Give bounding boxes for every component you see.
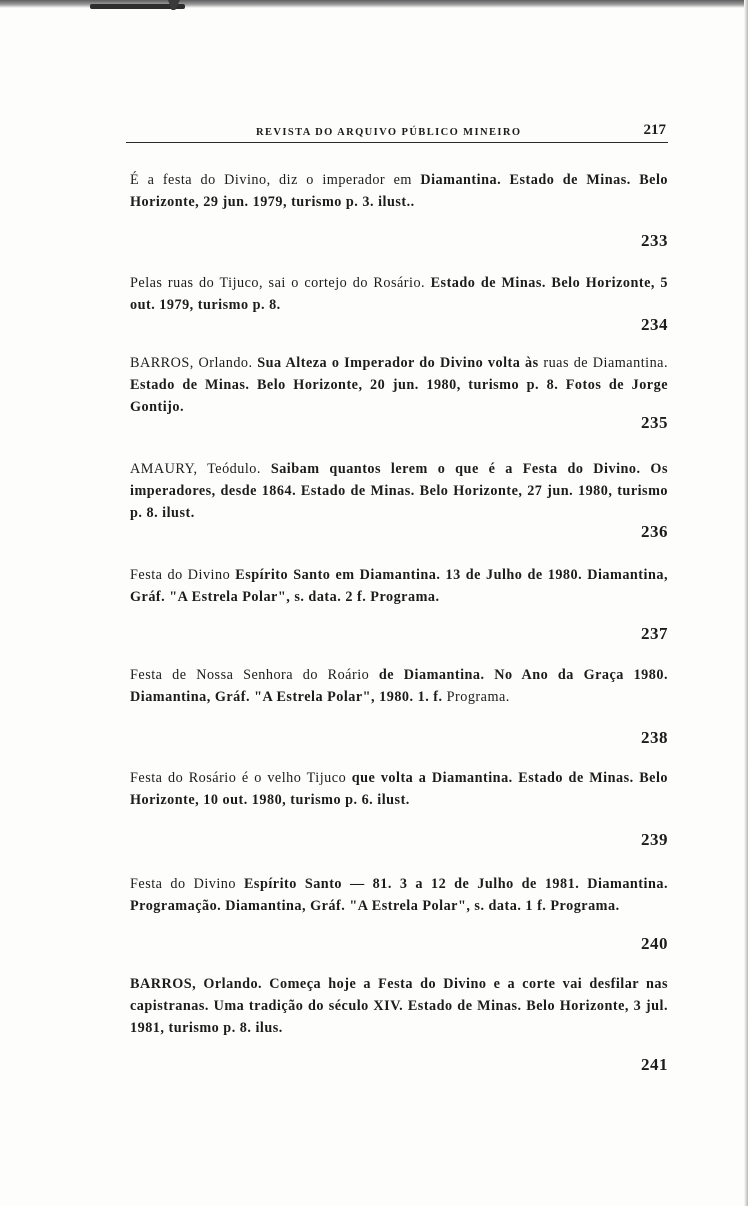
entry-title: Sua Alteza o Imperador do Divino volta às [257,355,539,371]
entry-author: AMAURY, Teódulo. [130,461,271,477]
catalog-entry [130,873,668,917]
entry-number: 235 [641,413,668,432]
entry-number: 233 [641,231,668,250]
entry-author: BARROS, Orlando. [130,355,258,371]
journal-title: REVISTA DO ARQUIVO PÚBLICO MINEIRO [256,127,522,138]
entry-title-cont: ruas de Diamantina. [538,355,669,371]
catalog-entry [130,352,668,418]
catalog-entry [130,767,668,811]
catalog-entry [130,564,668,608]
entry-number: 236 [641,522,668,541]
catalog-entry [130,973,668,1039]
entry-number: 240 [641,934,668,953]
entry-type: Programa. [442,689,510,705]
entry-title: Festa do Divino [130,567,236,583]
catalog-entry [130,169,668,213]
entry-number: 234 [641,315,668,334]
entry-title: Festa do Divino [130,876,244,892]
entry-text-bold: BARROS, Orlando. Começa hoje a Festa do Divino e a corte vai desfilar nas capistranas. Uma tradição do século XIV. Estado de Minas. Belo Horizonte, 3 jul. 1981, turismo p. 8. ilus. [130,976,668,1036]
entry-source: que volta a Diamantina. Estado de Minas. Belo Horizonte, 10 out. 1980, turismo p. 6. ilust. [130,770,668,808]
scan-right-edge [744,0,748,1206]
entry-source: Estado de Minas. Belo Horizonte, 20 jun. 1980, turismo p. 8. Fotos de Jorge Gontijo. [130,377,668,415]
entry-title: Festa do Rosário é o velho Tijuco [130,770,352,786]
entry-title: Saibam quantos lerem o que é a Festa do Divino. Os imperadores, desde 1864. Estado de Minas. Belo Horizonte, 27 jun. 1980, turismo p. 8. ilust. [130,461,668,521]
entry-title: Festa de Nossa Senhora do Roário [130,667,379,683]
entry-number: 241 [641,1055,668,1074]
entry-number: 237 [641,624,668,643]
catalog-entry [130,664,668,708]
entry-source: Diamantina. Estado de Minas. Belo Horizonte, 29 jun. 1979, turismo p. 3. ilust.. [130,172,669,210]
entry-source: Espírito Santo em Diamantina. 13 de Julho de 1980. Diamantina, Gráf. "A Estrela Polar", s. data. 2 f. Programa. [130,567,668,605]
entry-number: 238 [641,728,668,747]
entry-source: Espírito Santo — 81. 3 a 12 de Julho de 1981. Diamantina. Programação. Diamantina, Gráf. "A Estrela Polar", s. data. 1 f. Programa. [130,876,669,914]
entry-title: Pelas ruas do Tijuco, sai o cortejo do Rosário. [130,275,431,291]
catalog-entry [130,272,668,316]
entry-source: Estado de Minas. Belo Horizonte, 5 out. 1979, turismo p. 8. [130,275,668,313]
entry-number: 239 [641,830,668,849]
entry-source: de Diamantina. No Ano da Graça 1980. Diamantina, Gráf. "A Estrela Polar", 1980. 1. f. [130,667,669,705]
entry-title: É a festa do Divino, diz o imperador em [130,172,421,188]
page-number: 217 [643,122,666,138]
running-header [126,120,668,143]
catalog-entry [130,458,668,524]
